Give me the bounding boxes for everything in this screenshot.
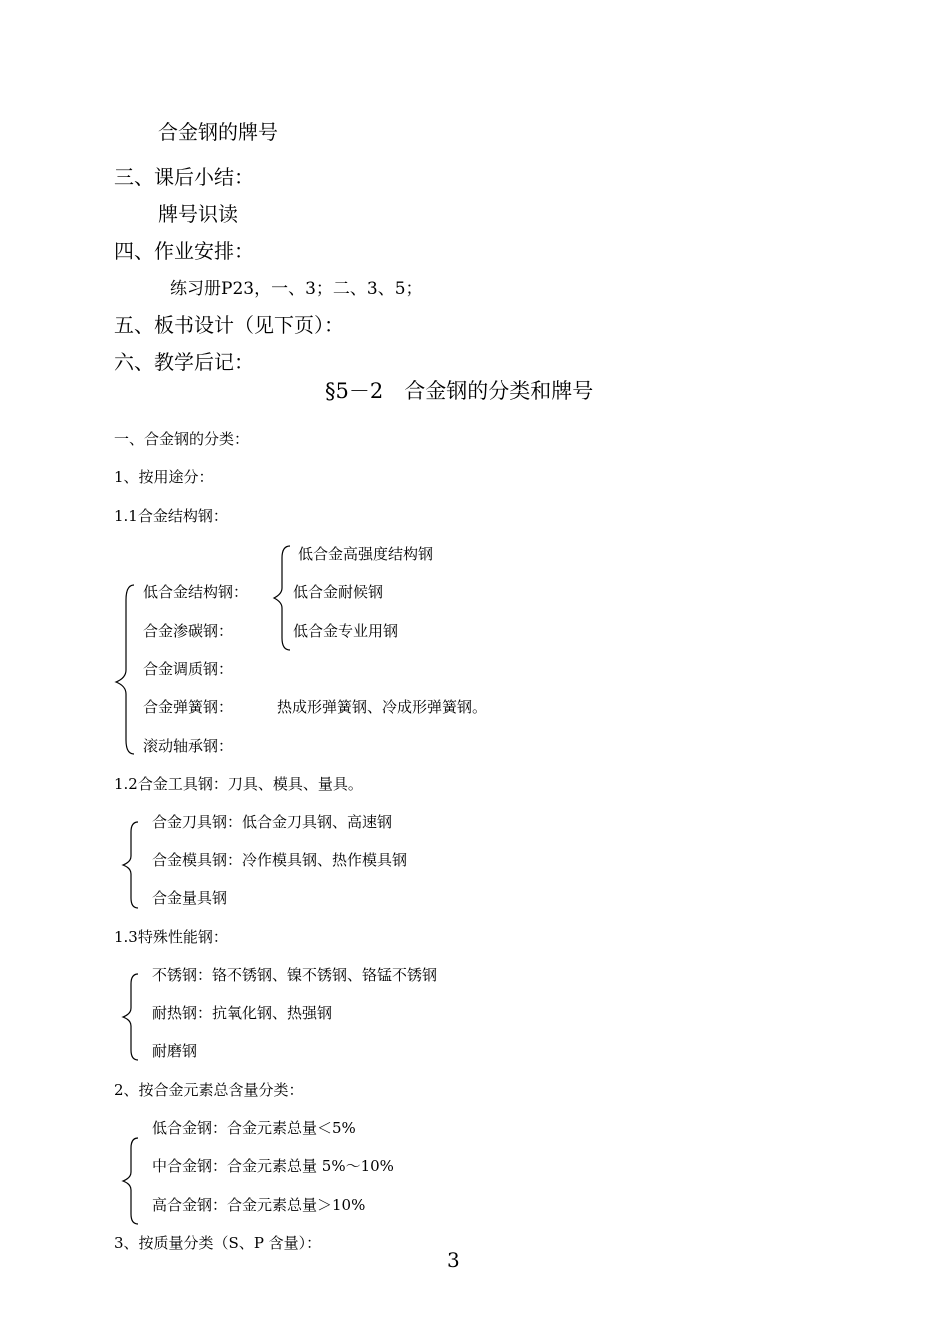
content-item-1: 低合金钢：合金元素总量＜5% [152, 1119, 356, 1137]
content-item-2: 中合金钢：合金元素总量 5%～10% [152, 1157, 394, 1175]
summary-text: 牌号识读 [158, 202, 238, 226]
content-class-heading: 2、按合金元素总含量分类： [114, 1081, 304, 1099]
special-steel-item-3: 耐磨钢 [152, 1042, 198, 1060]
low-alloy-sub-1: 低合金高强度结构钢 [298, 545, 434, 563]
board-title: §5－2 合金钢的分类和牌号 [325, 379, 594, 403]
structural-steel-heading: 1.1合金结构钢： [114, 507, 228, 525]
special-steel-brace [118, 970, 144, 1065]
low-alloy-sub-3: 低合金专业用钢 [293, 622, 399, 640]
board-design-heading: 五、板书设计（见下页）： [114, 313, 344, 337]
quenched-tempered-steel: 合金调质钢： [143, 660, 234, 678]
special-steel-item-2: 耐热钢：抗氧化钢、热强钢 [152, 1004, 333, 1022]
tool-steel-item-2: 合金模具钢：冷作模具钢、热作模具钢 [152, 851, 408, 869]
special-steel-heading: 1.3特殊性能钢： [114, 928, 228, 946]
content-brace [118, 1134, 144, 1229]
tool-steel-item-3: 合金量具钢 [152, 889, 228, 907]
teaching-notes-heading: 六、教学后记： [114, 350, 254, 374]
low-alloy-structural: 低合金结构钢： [143, 583, 249, 601]
content-item-3: 高合金钢：合金元素总量＞10% [152, 1196, 366, 1214]
alloy-grade-line: 合金钢的牌号 [158, 120, 278, 144]
tool-steel-item-1: 合金刀具钢：低合金刀具钢、高速钢 [152, 813, 393, 831]
tool-steel-brace [118, 818, 144, 913]
page-number: 3 [447, 1248, 460, 1272]
bearing-steel: 滚动轴承钢： [143, 737, 234, 755]
spring-steel-detail: 热成形弹簧钢、冷成形弹簧钢。 [277, 698, 488, 716]
summary-heading: 三、课后小结： [114, 165, 254, 189]
quality-class-heading: 3、按质量分类（S、P 含量）： [114, 1234, 322, 1252]
structural-brace [110, 580, 140, 760]
spring-steel: 合金弹簧钢： [143, 698, 234, 716]
homework-text: 练习册P23，一、3；二、3、5； [170, 279, 423, 299]
special-steel-item-1: 不锈钢：铬不锈钢、镍不锈钢、铬锰不锈钢 [152, 966, 438, 984]
homework-heading: 四、作业安排： [114, 239, 254, 263]
classification-heading: 一、合金钢的分类： [114, 430, 250, 448]
by-use-heading: 1、按用途分： [114, 468, 214, 486]
low-alloy-sub-2: 低合金耐候钢 [293, 583, 384, 601]
tool-steel-heading: 1.2合金工具钢：刀具、模具、量具。 [114, 775, 363, 793]
carburizing-steel: 合金渗碳钢： [143, 622, 234, 640]
